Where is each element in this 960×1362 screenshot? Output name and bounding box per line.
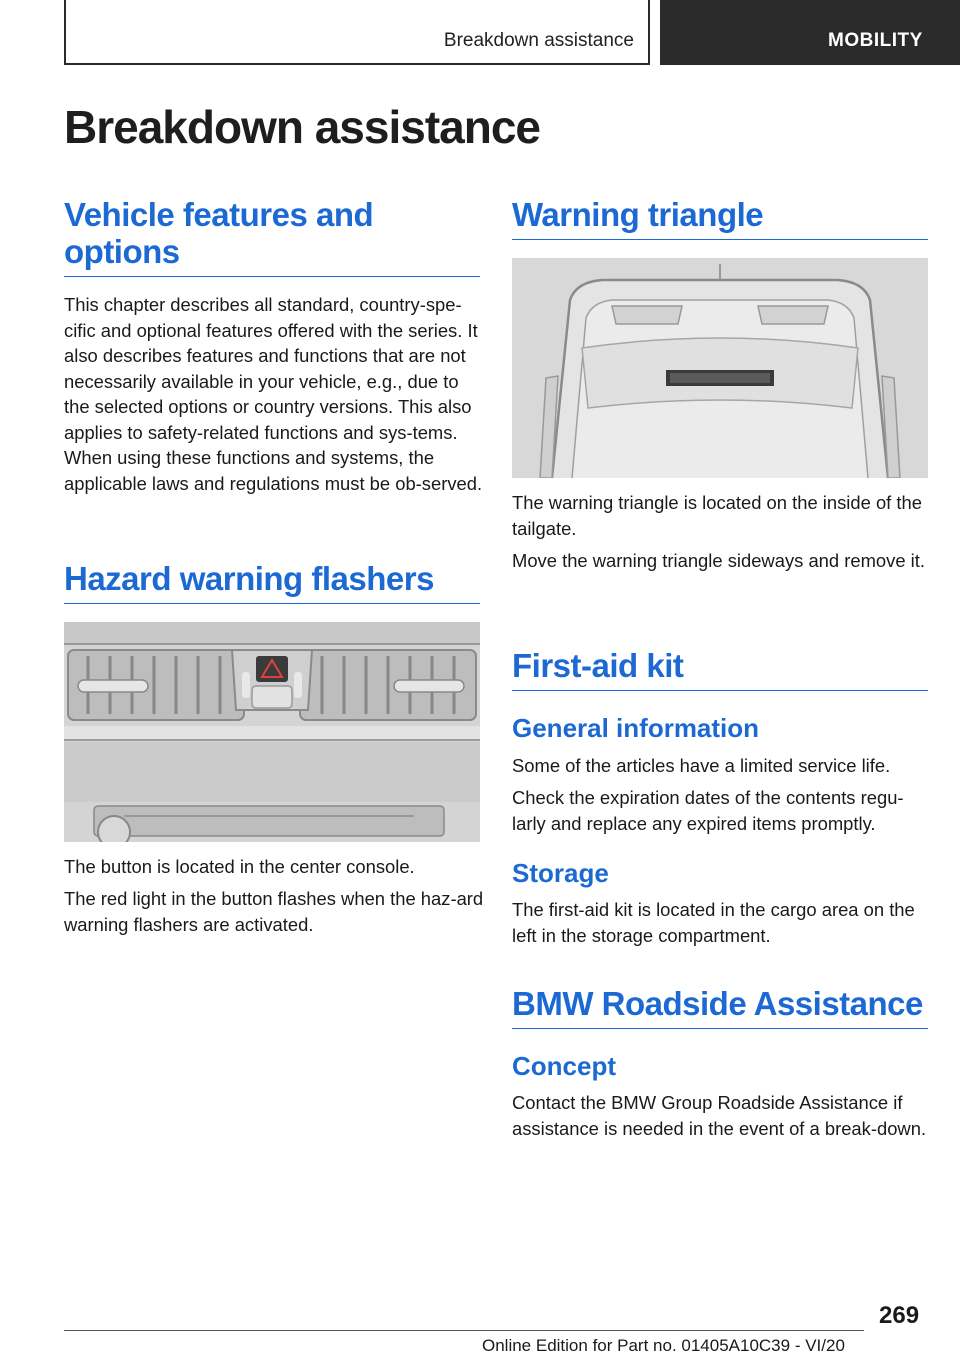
- edition-note: Online Edition for Part no. 01405A10C39 - VI/20: [482, 1336, 845, 1355]
- heading-vehicle-features: [64, 196, 480, 277]
- concept-paragraph: Contact the BMW Group Roadside Assistance if assistance is needed in the event of a break-down.: [512, 1092, 927, 1139]
- warning-triangle-figure: [512, 258, 928, 478]
- header-section-tab: [64, 0, 650, 65]
- heading-general-information: General information: [512, 713, 760, 743]
- general-information-paragraph-2: Check the expiration dates of the contents regu-larly and replace any expired items promptly.: [512, 787, 904, 834]
- vehicle-features-paragraph: This chapter describes all standard, country-spe-cific and optional features offered with the series. It also describes features and functions that are not necessarily available in your vehicle, e.g., due to the selected options or country versions. This also applies to safety-related functions and sys-tems. When using these functions and systems, the applicable laws and regulations must be ob-served.: [64, 294, 483, 494]
- page-number: 269: [879, 1302, 920, 1329]
- heading-bmw-roadside-assistance: BMW Roadside Assistance: [512, 985, 928, 1029]
- footer-divider: [64, 1330, 864, 1331]
- header-chapter-label: MOBILITY: [828, 30, 923, 51]
- heading-vehicle-features-line2: options: [64, 233, 180, 270]
- warning-triangle-paragraph-2: Move the warning triangle sideways and remove it.: [512, 550, 925, 571]
- center-console-illustration: [64, 622, 480, 842]
- header-section-label: Breakdown assistance: [443, 30, 634, 51]
- heading-hazard-warning: Hazard warning flashers: [64, 560, 480, 604]
- general-information-paragraph-1: Some of the articles have a limited service life.: [512, 755, 891, 776]
- page-title: Breakdown assistance: [64, 101, 541, 153]
- heading-concept: Concept: [512, 1051, 616, 1081]
- tailgate-illustration: [512, 258, 928, 478]
- hazard-button-figure: [64, 622, 480, 842]
- hazard-paragraph-1: The button is located in the center console.: [64, 856, 415, 877]
- storage-paragraph: The first-aid kit is located in the cargo area on the left in the storage compartment.: [512, 899, 915, 946]
- heading-storage: Storage: [512, 858, 609, 888]
- warning-triangle-paragraph-1: The warning triangle is located on the inside of the tailgate.: [512, 492, 922, 539]
- heading-first-aid-kit: First-aid kit: [512, 647, 928, 691]
- hazard-paragraph-2: The red light in the button flashes when the haz-ard warning flashers are activated.: [64, 888, 484, 935]
- heading-vehicle-features-line1: Vehicle features and: [64, 196, 374, 233]
- heading-warning-triangle: Warning triangle: [512, 196, 928, 240]
- header-chapter-tab: [660, 0, 960, 65]
